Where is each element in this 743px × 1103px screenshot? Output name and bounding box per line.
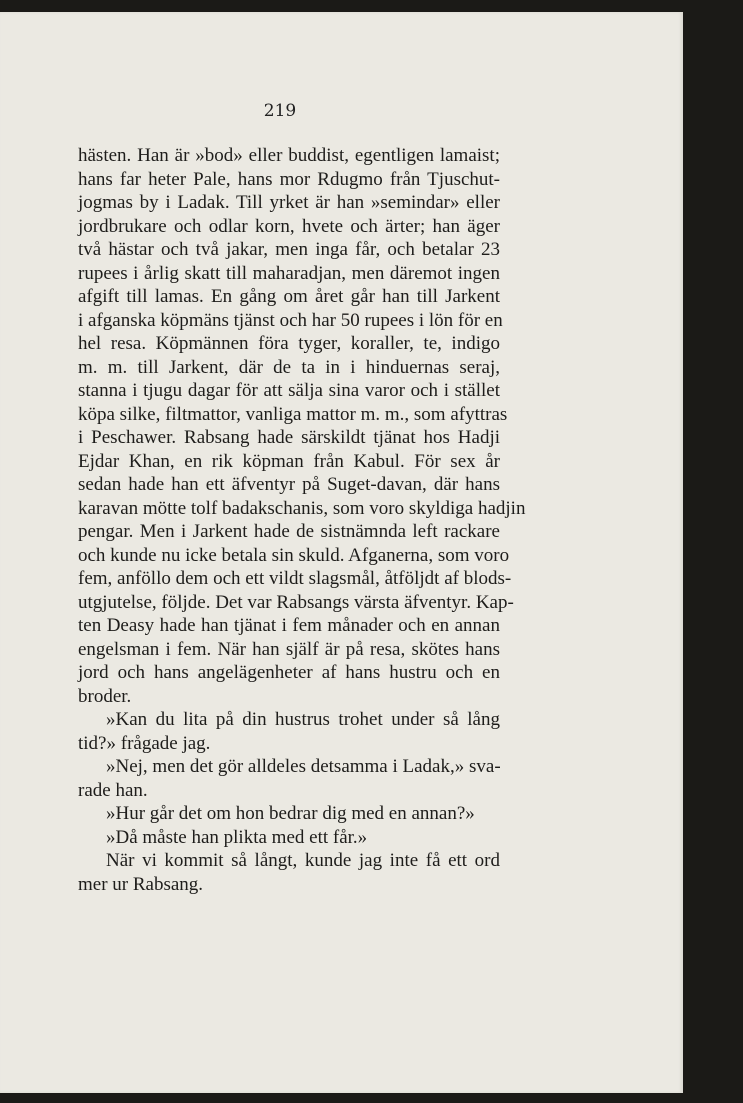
text-line: rupees i årlig skatt till maharadjan, men däremot ingen — [78, 262, 500, 284]
text-line: stanna i tjugu dagar för att sälja sina varor och i stället — [78, 380, 500, 401]
text-line: pengar. Men i Jarkent hade de sistnämnda left rackare — [78, 521, 500, 542]
text-line: köpa silke, filtmattor, vanliga mattor m. m., som afyttras — [78, 403, 508, 425]
text-line: och kunde nu icke betala sin skuld. Afganerna, som voro — [78, 544, 510, 566]
text-line: rade han. — [78, 779, 148, 801]
text-line: jogmas by i Ladak. Till yrket är han »semindar» eller — [78, 192, 500, 213]
text-line: mer ur Rabsang. — [78, 873, 204, 895]
text-line: »Kan du lita på din hustrus trohet under så lång — [106, 709, 500, 730]
text-line: två hästar och två jakar, men inga får, och betalar 23 — [78, 239, 500, 260]
text-line: sedan hade han ett äfventyr på Suget-davan, där hans — [78, 474, 500, 495]
text-line: »Hur går det om hon bedrar dig med en annan?» — [106, 803, 475, 824]
text-line: tid?» frågade jag. — [78, 732, 211, 754]
text-line: engelsman i fem. När han själf är på resa, skötes hans — [78, 638, 500, 660]
text-line: fem, anföllo dem och ett vildt slagsmål, åtföljdt af blods- — [78, 568, 512, 589]
text-line: m. m. till Jarkent, där de ta in i hinduernas seraj, — [78, 356, 500, 378]
text-line: När vi kommit så långt, kunde jag inte få ett ord — [106, 850, 500, 871]
text-line: hel resa. Köpmännen föra tyger, koraller, te, indigo — [78, 333, 500, 354]
text-line: hästen. Han är »bod» eller buddist, egentligen lamaist; — [78, 145, 500, 166]
text-line: »Då måste han plikta med ett får.» — [106, 826, 368, 848]
book-page — [0, 12, 683, 1093]
text-line: hans far heter Pale, hans mor Rdugmo från Tjuschut- — [78, 168, 500, 190]
text-line: Ejdar Khan, en rik köpman från Kabul. För sex år — [78, 450, 500, 472]
text-line: broder. — [78, 685, 132, 707]
page-number: 219 — [263, 101, 297, 121]
body-text — [78, 144, 526, 896]
text-line: jord och hans angelägenheter af hans hustru och en — [78, 662, 500, 683]
text-line: karavan mötte tolf badakschanis, som voro skyldiga hadjin — [78, 497, 526, 519]
text-line: ten Deasy hade han tjänat i fem månader och en annan — [78, 615, 500, 636]
text-line: i afganska köpmäns tjänst och har 50 rupees i lön för en — [78, 309, 503, 331]
text-line: utgjutelse, följde. Det var Rabsangs värsta äfventyr. Kap- — [78, 591, 514, 613]
text-line: jordbrukare och odlar korn, hvete och ärter; han äger — [78, 215, 500, 237]
text-line: i Peschawer. Rabsang hade särskildt tjänat hos Hadji — [78, 427, 500, 448]
text-line: afgift till lamas. En gång om året går han till Jarkent — [78, 286, 500, 307]
text-line: »Nej, men det gör alldeles detsamma i Ladak,» sva- — [106, 756, 501, 777]
